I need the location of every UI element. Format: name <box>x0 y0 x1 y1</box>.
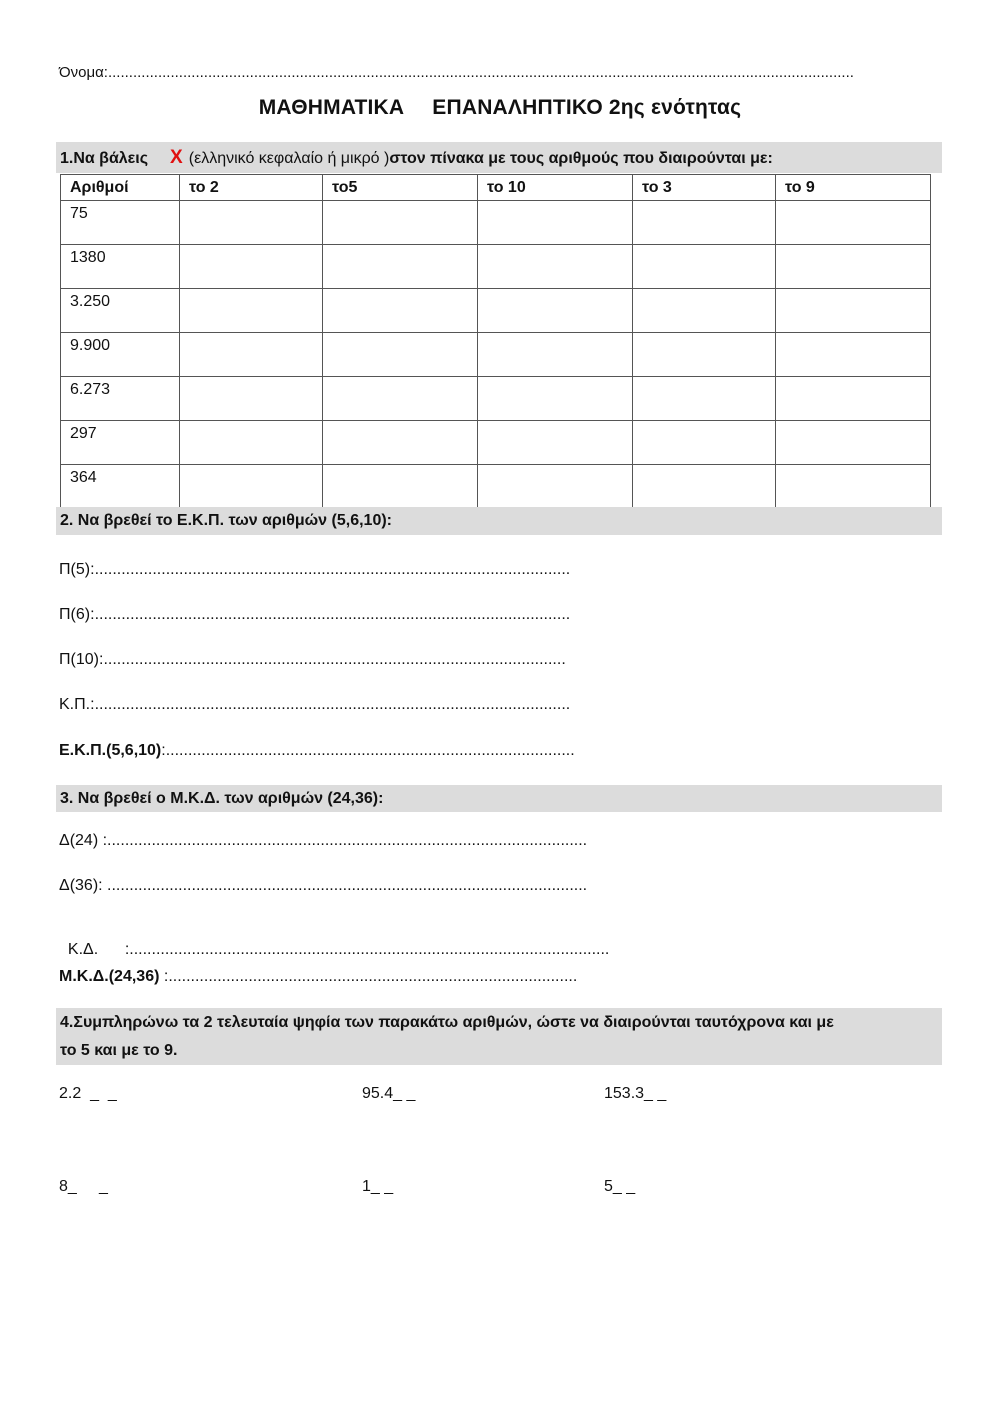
line-label: Π(10): <box>59 651 104 668</box>
answer-cell[interactable] <box>180 289 323 333</box>
answer-cell[interactable] <box>478 421 633 465</box>
table-row <box>61 201 931 245</box>
line-label: Δ(36): <box>59 877 108 894</box>
column-header: το 2 <box>180 175 323 201</box>
exercise1-note: (ελληνικό κεφαλαίο ή μικρό ) <box>188 150 390 167</box>
gcd-d24-line[interactable] <box>59 832 587 850</box>
column-header: το 10 <box>478 175 633 201</box>
table-row <box>61 421 931 465</box>
table-header-row <box>61 175 931 201</box>
answer-cell[interactable] <box>633 333 776 377</box>
line-dots: ........................................................................................................... <box>94 561 571 578</box>
answer-cell[interactable] <box>633 245 776 289</box>
column-header: Αριθμοί <box>61 175 180 201</box>
answer-cell[interactable] <box>478 245 633 289</box>
answer-cell[interactable] <box>180 377 323 421</box>
table-row <box>61 377 931 421</box>
digit-fill-item[interactable]: 5_ _ <box>604 1178 636 1195</box>
answer-cell[interactable] <box>776 289 931 333</box>
exercise3-heading: 3. Να βρεθεί ο Μ.Κ.Δ. των αριθμών (24,36): <box>56 785 942 812</box>
line-label: Δ(24) : <box>59 832 108 849</box>
title-part1: ΜΑΘΗΜΑΤΙΚΑ <box>258 96 405 119</box>
digit-fill-item[interactable]: 8_ _ <box>59 1178 108 1195</box>
divisibility-table <box>60 174 931 509</box>
number-cell: 297 <box>61 421 180 465</box>
lcm-result-line[interactable] <box>59 742 575 760</box>
lcm-p6-line[interactable] <box>59 606 570 624</box>
x-mark: Χ <box>170 147 183 168</box>
answer-cell[interactable] <box>478 333 633 377</box>
exercise4-heading-line2: το 5 και με το 9. <box>60 1042 178 1059</box>
title-part2: ΕΠΑΝΑΛΗΠΤΙΚΟ 2ης ενότητας <box>432 96 742 119</box>
line-label: Κ.Δ. : <box>67 941 130 958</box>
answer-cell[interactable] <box>323 289 478 333</box>
column-header: το 3 <box>633 175 776 201</box>
column-header: το 9 <box>776 175 931 201</box>
line-dots: ............................................................................................................ <box>129 941 610 958</box>
answer-cell[interactable] <box>180 201 323 245</box>
answer-cell[interactable] <box>633 377 776 421</box>
gcd-result-line[interactable] <box>59 968 577 986</box>
column-header: το5 <box>323 175 478 201</box>
answer-cell[interactable] <box>323 377 478 421</box>
digit-fill-item[interactable]: 153.3_ _ <box>604 1085 667 1102</box>
gcd-common-line[interactable] <box>59 923 609 959</box>
page-title <box>0 96 1000 120</box>
lcm-common-line[interactable] <box>59 696 570 714</box>
number-cell: 75 <box>61 201 180 245</box>
line-label: Μ.Κ.Δ.(24,36) <box>59 968 160 985</box>
answer-cell[interactable] <box>180 245 323 289</box>
answer-cell[interactable] <box>478 465 633 509</box>
answer-cell[interactable] <box>776 245 931 289</box>
exercise4-heading <box>56 1008 942 1065</box>
answer-cell[interactable] <box>776 377 931 421</box>
exercise1-number: 1.Να βάλεις <box>60 150 149 167</box>
number-cell: 364 <box>61 465 180 509</box>
lcm-p10-line[interactable] <box>59 651 566 669</box>
line-dots: ............................................................................................................ <box>107 832 588 849</box>
number-cell: 1380 <box>61 245 180 289</box>
line-label: Ε.Κ.Π.(5,6,10) <box>59 742 162 759</box>
exercise4-heading-line1: 4.Συμπληρώνω τα 2 τελευταία ψηφία των παρακάτω αριθμών, ώστε να διαιρούνται ταυτόχρονα και με <box>60 1014 834 1031</box>
answer-cell[interactable] <box>478 377 633 421</box>
name-field-line[interactable] <box>59 64 854 81</box>
answer-cell[interactable] <box>323 421 478 465</box>
answer-cell[interactable] <box>633 465 776 509</box>
table-row <box>61 333 931 377</box>
answer-cell[interactable] <box>323 333 478 377</box>
name-label: Όνομα: <box>59 64 108 81</box>
name-dots: ................................................................................................................................................................................... <box>107 64 854 81</box>
answer-cell[interactable] <box>323 245 478 289</box>
digit-fill-item[interactable]: 1_ _ <box>362 1178 394 1195</box>
answer-cell[interactable] <box>478 201 633 245</box>
line-label: Π(5): <box>59 561 95 578</box>
line-dots: ............................................................................................................ <box>107 877 588 894</box>
exercise1-heading <box>56 142 942 173</box>
digit-fill-item[interactable]: 95.4_ _ <box>362 1085 416 1102</box>
line-dots: :............................................................................................ <box>159 968 578 985</box>
line-dots: ........................................................................................................... <box>94 606 571 623</box>
answer-cell[interactable] <box>180 333 323 377</box>
digit-fill-item[interactable]: 2.2 _ _ <box>59 1085 117 1102</box>
lcm-p5-line[interactable] <box>59 561 570 579</box>
exercise1-instruction: στον πίνακα με τους αριθμούς που διαιρούνται με: <box>389 150 773 167</box>
answer-cell[interactable] <box>776 421 931 465</box>
number-cell: 6.273 <box>61 377 180 421</box>
answer-cell[interactable] <box>776 465 931 509</box>
line-label: Π(6): <box>59 606 95 623</box>
answer-cell[interactable] <box>633 201 776 245</box>
answer-cell[interactable] <box>180 465 323 509</box>
answer-cell[interactable] <box>633 421 776 465</box>
gcd-d36-line[interactable] <box>59 877 587 895</box>
table-row <box>61 289 931 333</box>
line-dots: :............................................................................................ <box>161 742 575 759</box>
line-dots: ........................................................................................................... <box>94 696 571 713</box>
answer-cell[interactable] <box>180 421 323 465</box>
answer-cell[interactable] <box>633 289 776 333</box>
answer-cell[interactable] <box>323 201 478 245</box>
line-label: Κ.Π.: <box>59 696 95 713</box>
table-row <box>61 465 931 509</box>
answer-cell[interactable] <box>776 201 931 245</box>
exercise2-heading: 2. Να βρεθεί το Ε.Κ.Π. των αριθμών (5,6,10): <box>56 507 942 535</box>
table-row <box>61 245 931 289</box>
answer-cell[interactable] <box>776 333 931 377</box>
number-cell: 3.250 <box>61 289 180 333</box>
line-dots: ........................................................................................................ <box>103 651 566 668</box>
answer-cell[interactable] <box>478 289 633 333</box>
answer-cell[interactable] <box>323 465 478 509</box>
number-cell: 9.900 <box>61 333 180 377</box>
